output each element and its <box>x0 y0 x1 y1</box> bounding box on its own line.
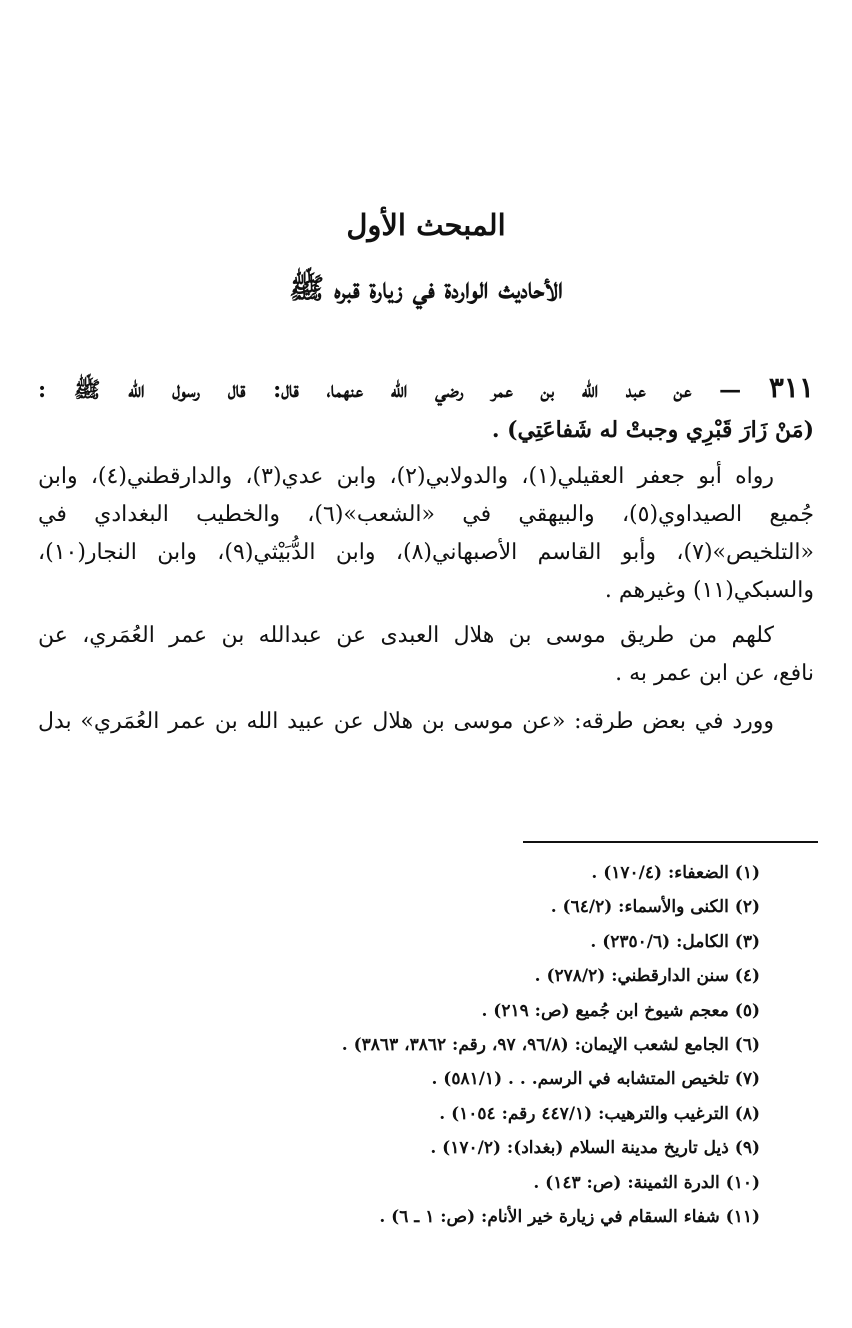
hadith-number: ٣١١ <box>768 371 814 404</box>
footnote: (١) الضعفاء: (١٧٠/٤) . <box>591 863 760 883</box>
paragraph-line: نافع، عن ابن عمر به . <box>615 661 814 686</box>
paragraph-line: رواه أبو جعفر العقيلي(١)، والدولابي(٢)، وابن عدي(٣)، والدارقطني(٤)، وابن <box>38 464 774 489</box>
footnote: (٦) الجامع لشعب الإيمان: (٩٦/٨، ٩٧، رقم: ٣٨٦٢، ٣٨٦٣) . <box>341 1035 760 1056</box>
paragraph-line: وورد في بعض طرقه: «عن موسى بن هلال عن عبيد الله بن عمر العُمَري» بدل <box>38 709 774 734</box>
paragraph-line: والسبكي(١١) وغيرهم . <box>604 578 814 603</box>
footnote: (١٠) الدرة الثمينة: (ص: ١٤٣) . <box>533 1172 760 1193</box>
paragraph-line: كلهم من طريق موسى بن هلال العبدى عن عبدالله بن عمر العُمَري، عن <box>38 623 774 648</box>
section-subtitle: الأحاديث الواردة في زيارة قبره ﷺ <box>289 271 563 305</box>
paragraph-line: «التلخيص»(٧)، وأبو القاسم الأصبهاني(٨)، وابن الدُّبَيْثي(٩)، وابن النجار(١٠)، <box>38 540 814 565</box>
hadith-line <box>38 368 814 410</box>
footnote: (٢) الكنى والأسماء: (٦٤/٢) . <box>550 897 760 918</box>
footnotes <box>60 856 760 1234</box>
footnote: (٩) ذيل تاريخ مدينة السلام (بغداد): (١٧٠/٢) . <box>430 1138 760 1159</box>
paragraph-line: جُميع الصيداوي(٥)، والبيهقي في «الشعب»(٦)، والخطيب البغدادي في <box>38 502 814 527</box>
footnote: (٨) الترغيب والترهيب: (٤٤٧/١ رقم: ١٠٥٤) . <box>439 1103 760 1124</box>
variant-paragraph <box>38 703 814 741</box>
footnote: (٤) سنن الدارقطني: (٢٧٨/٢) . <box>534 966 760 987</box>
footnote: (٣) الكامل: (٢٣٥٠/٦) . <box>590 931 760 952</box>
hadith-quote: (مَنْ زَارَ قَبْرِي وجبتْ له شَفاعَتِي) . <box>491 417 814 443</box>
footnote: (١١) شفاء السقام في زيارة خير الأنام: (ص: ١ ـ ٦) . <box>379 1207 760 1228</box>
chain-paragraph <box>38 617 814 693</box>
hadith-text <box>38 368 814 450</box>
footnote-separator <box>523 841 818 843</box>
hadith-intro: — عن عبد الله بن عمر رضي الله عنهما، قال: قال رسول الله ﷺ : <box>38 377 742 403</box>
narrators-paragraph <box>38 458 814 610</box>
section-title: المبحث الأول <box>346 208 506 242</box>
footnote: (٥) معجم شيوخ ابن جُميع (ص: ٢١٩) . <box>481 1000 760 1021</box>
footnote: (٧) تلخيص المتشابه في الرسم. . . (٥٨١/١) . <box>431 1069 760 1090</box>
